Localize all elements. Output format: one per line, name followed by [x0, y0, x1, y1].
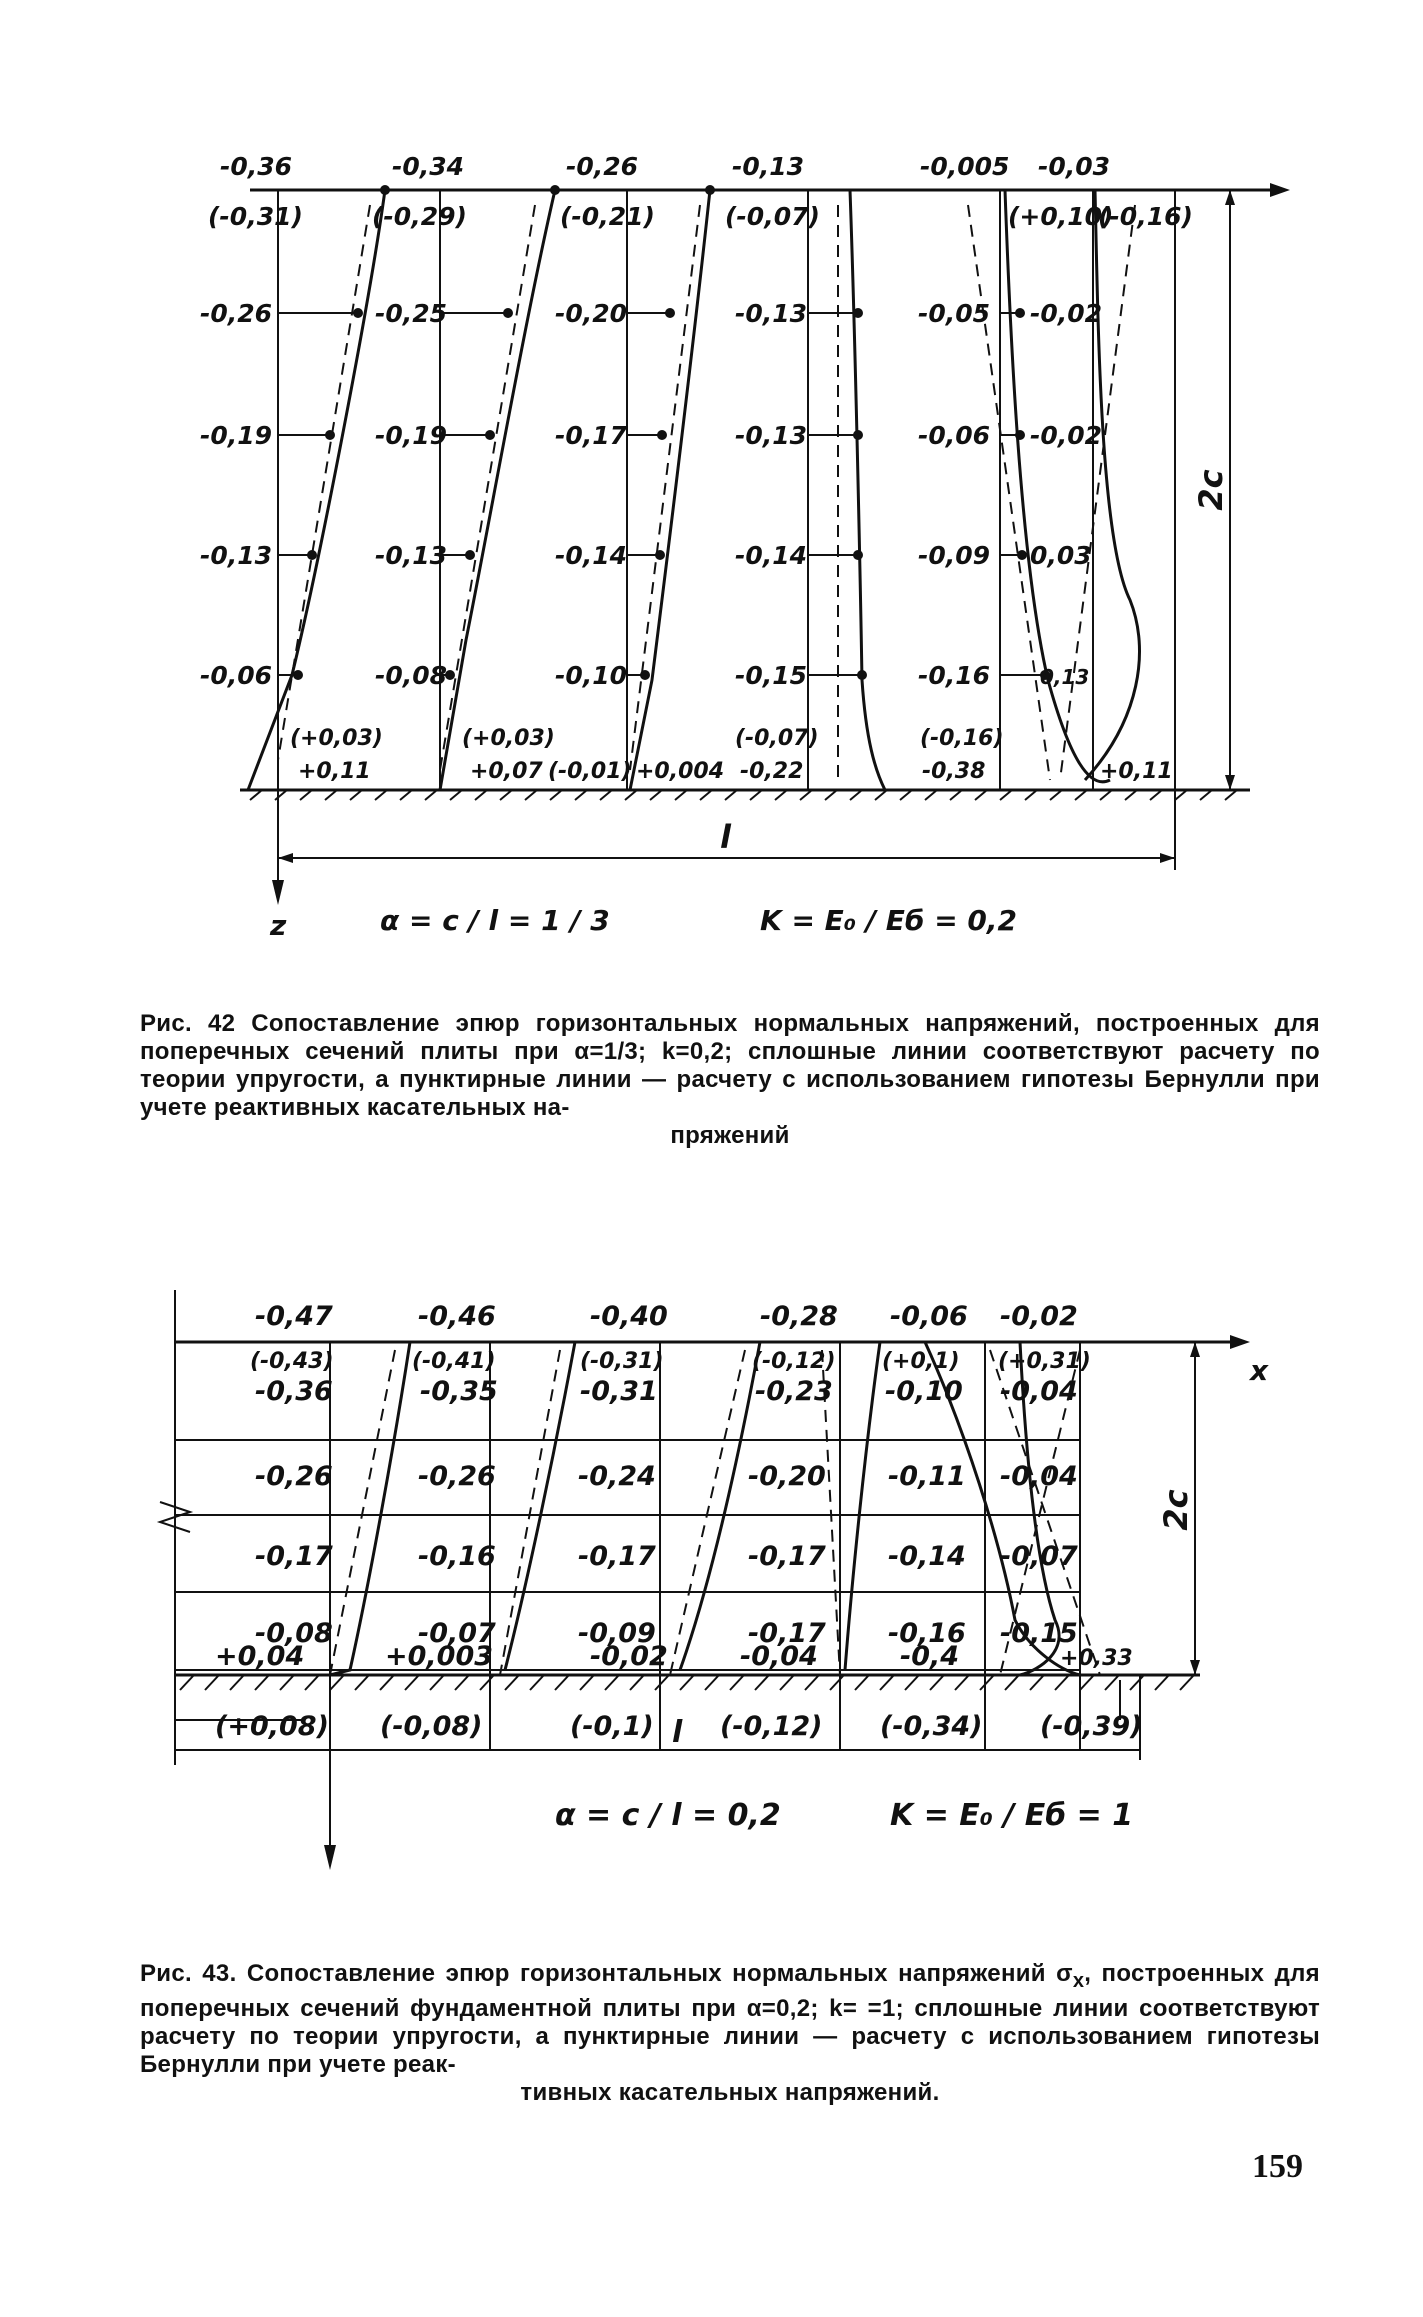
- bottom-paren-label: (-0,1): [570, 1711, 654, 1742]
- top-label: -0,13: [732, 152, 805, 181]
- row-label: -0,14: [888, 1541, 966, 1572]
- row-label: 0,13: [1040, 665, 1090, 689]
- row-label: -0,04: [1000, 1461, 1078, 1492]
- paren-label: (-0,07): [725, 202, 820, 231]
- row-label: -0,02: [1030, 299, 1103, 328]
- length-dimension-label: l: [720, 818, 731, 856]
- bottom-paren-label: (-0,07): [735, 726, 819, 751]
- row-label: -0,15: [1000, 1618, 1078, 1649]
- row-label: -0,20: [555, 299, 628, 328]
- section-lines: [278, 190, 1175, 790]
- top-label: -0,40: [590, 1301, 668, 1332]
- row-label: -0,23: [755, 1376, 833, 1407]
- bottom-paren-label: (+0,03): [462, 726, 555, 751]
- row-label: -0,19: [200, 421, 273, 450]
- bottom-label: +0,11: [1100, 759, 1173, 784]
- bottom-paren-label: (-0,01): [548, 759, 632, 784]
- formula-alpha: α = c / l = 1 / 3: [380, 904, 610, 937]
- row-label: -0,16: [418, 1541, 496, 1572]
- row-label: -0,02: [590, 1641, 668, 1672]
- row-label: -0,10: [885, 1376, 963, 1407]
- z-axis-arrow: [272, 880, 284, 905]
- row-label: -0,17: [555, 421, 628, 450]
- length-arrow-right: [1160, 853, 1175, 863]
- length-dimension-label: l: [672, 1715, 683, 1750]
- height-arrow-top: [1190, 1342, 1200, 1357]
- row-label: -0,09: [918, 541, 991, 570]
- bottom-label: -0,38: [922, 759, 986, 784]
- caption-last-line: тивных касательных напряжений.: [520, 2078, 940, 2106]
- row-label: -0,05: [918, 299, 991, 328]
- height-arrow-bottom: [1190, 1660, 1200, 1675]
- row-label: -0,19: [375, 421, 448, 450]
- row-label: -0,26: [418, 1461, 496, 1492]
- paren-label: (-0,31): [580, 1349, 664, 1374]
- height-arrow-bottom: [1225, 775, 1235, 790]
- height-dimension-label: 2c: [1192, 469, 1230, 511]
- paren-label: (-0,43): [250, 1349, 334, 1374]
- row-label: -0,17: [255, 1541, 333, 1572]
- bottom-paren-label: (-0,08): [380, 1711, 483, 1742]
- row-label: -0,06: [200, 661, 273, 690]
- row-label: -0,25: [375, 299, 448, 328]
- caption-text: Рис. 42 Сопоставление эпюр горизонтальных нормальных напряжений, построенных для поперечных сечений плиты при α=1/3; k=0,2; сплошные линии соответствуют расчету по теории упругости, а пунктирные линии — расчету с использованием гипотезы Бернулли при учете реактивных касательных на-: [140, 1010, 1320, 1121]
- page-number: 159: [1252, 2148, 1303, 2185]
- row-label: 0,03: [1030, 541, 1092, 570]
- row-label: -0,17: [748, 1541, 826, 1572]
- figure-43: [0, 1280, 1423, 1900]
- height-arrow-top: [1225, 190, 1235, 205]
- row-label: -0,16: [888, 1618, 966, 1649]
- row-label: -0,20: [748, 1461, 826, 1492]
- length-arrow-left: [278, 853, 293, 863]
- x-axis-arrow: [1270, 183, 1290, 197]
- paren-label: (-0,29): [372, 202, 467, 231]
- top-label: -0,005: [920, 152, 1010, 181]
- z-axis-arrow: [324, 1845, 336, 1870]
- top-label: -0,46: [418, 1301, 496, 1332]
- paren-label: (-0,16): [1098, 202, 1193, 231]
- formula-alpha: α = c / l = 0,2: [555, 1798, 781, 1833]
- height-dimension-label: 2c: [1157, 1489, 1195, 1531]
- formula-k: K = E₀ / Eб = 1: [890, 1798, 1134, 1833]
- row-label: -0,35: [420, 1376, 498, 1407]
- row-label: +0,33: [1060, 1646, 1133, 1671]
- bottom-paren-label: (+0,03): [290, 726, 383, 751]
- bottom-label: -0,22: [740, 759, 804, 784]
- row-label: -0,13: [200, 541, 273, 570]
- row-label: -0,26: [255, 1461, 333, 1492]
- paren-label: (+0,31): [998, 1349, 1091, 1374]
- bernoulli-curves: [278, 205, 1135, 780]
- elastic-theory-curves: [248, 190, 1140, 790]
- figure-42-caption: [140, 1010, 1320, 1150]
- bottom-paren-label: (-0,34): [880, 1711, 983, 1742]
- row-label: -0,26: [200, 299, 273, 328]
- row-label: -0,13: [375, 541, 448, 570]
- row-label: -0,10: [555, 661, 628, 690]
- row-label: -0,02: [1030, 421, 1103, 450]
- ordinate-ticks: [278, 313, 1045, 675]
- top-label: -0,47: [255, 1301, 333, 1332]
- row-label: -0,07: [1000, 1541, 1078, 1572]
- row-label: -0,14: [555, 541, 628, 570]
- row-label: -0,07: [418, 1618, 496, 1649]
- row-label: -0,24: [578, 1461, 656, 1492]
- caption-last-line: пряжений: [670, 1122, 790, 1149]
- paren-label: (+0,1): [882, 1349, 960, 1374]
- bottom-paren-label: (+0,08): [215, 1711, 329, 1742]
- row-label: -0,15: [735, 661, 808, 690]
- row-label: -0,08: [375, 661, 448, 690]
- x-axis-arrow: [1230, 1335, 1250, 1349]
- row-label: +0,003: [385, 1641, 494, 1672]
- top-label: -0,34: [392, 152, 465, 181]
- row-label: -0,13: [735, 421, 808, 450]
- bottom-paren-label: (-0,16): [920, 726, 1004, 751]
- paren-label: (-0,41): [412, 1349, 496, 1374]
- figure-43-caption: [140, 1960, 1320, 2107]
- paren-label: (-0,12): [752, 1349, 836, 1374]
- row-label: -0,13: [735, 299, 808, 328]
- row-label: -0,31: [580, 1376, 658, 1407]
- row-label: -0,11: [888, 1461, 966, 1492]
- caption-prefix: Рис. 43. Сопоставление эпюр горизонтальных нормальных напряжений σ: [140, 1960, 1073, 1987]
- row-label: +0,04: [215, 1641, 305, 1672]
- row-label: -0,36: [255, 1376, 333, 1407]
- figure-42: [0, 0, 1423, 1000]
- top-label: -0,03: [1038, 152, 1111, 181]
- paren-label: (-0,21): [560, 202, 655, 231]
- caption-rest: , построенных для поперечных сечений фундаментной плиты при α=0,2; k= =1; сплошные линии соответствуют расчету по теории упругости, а пунктирные линии — расчету с использованием гипотезы Бернулли при учете реак-: [140, 1960, 1320, 2078]
- row-label: -0,16: [918, 661, 991, 690]
- row-label: -0,17: [748, 1618, 826, 1649]
- row-label: -0,06: [918, 421, 991, 450]
- caption-subscript: x: [1072, 1969, 1085, 1992]
- top-label: -0,06: [890, 1301, 968, 1332]
- z-axis-label: z: [270, 909, 287, 942]
- bottom-paren-label: (-0,12): [720, 1711, 823, 1742]
- row-label: -0,04: [740, 1641, 818, 1672]
- row-label: -0,09: [578, 1618, 656, 1649]
- row-label: -0,4: [900, 1641, 960, 1672]
- break-mark: [160, 1502, 190, 1532]
- bottom-label: +0,004: [636, 759, 725, 784]
- top-label: -0,28: [760, 1301, 838, 1332]
- top-label: -0,36: [220, 152, 293, 181]
- row-label: -0,08: [255, 1618, 333, 1649]
- bottom-paren-label: (-0,39): [1040, 1711, 1143, 1742]
- x-axis-label: x: [1250, 1354, 1269, 1387]
- formula-k: K = E₀ / Eб = 0,2: [760, 904, 1018, 937]
- row-label: -0,04: [1000, 1376, 1078, 1407]
- row-label: -0,17: [578, 1541, 656, 1572]
- top-label: -0,02: [1000, 1301, 1078, 1332]
- top-label: -0,26: [566, 152, 639, 181]
- bottom-label: +0,07: [470, 759, 543, 784]
- paren-label: (+0,10): [1008, 202, 1114, 231]
- paren-label: (-0,31): [208, 202, 303, 231]
- bottom-label: +0,11: [298, 759, 371, 784]
- row-label: -0,14: [735, 541, 808, 570]
- ground-hatch: [180, 1675, 1194, 1690]
